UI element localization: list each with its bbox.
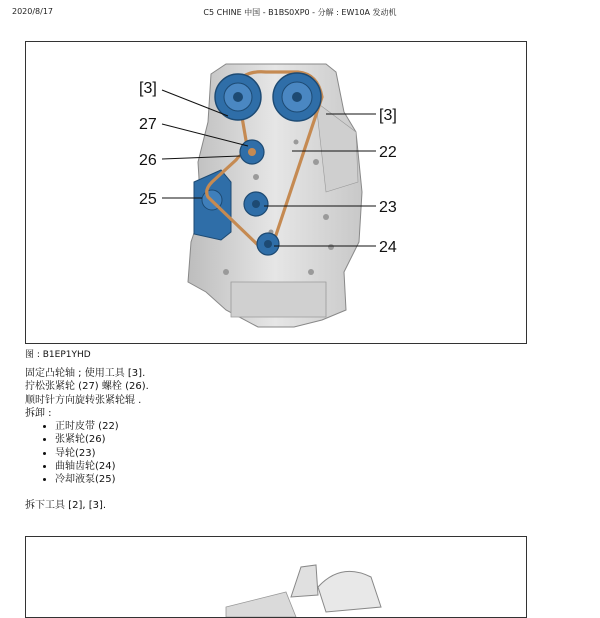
removal-list: [25, 420, 149, 486]
step-remove-heading: 拆卸 :: [25, 407, 52, 419]
label-tool-3-right: [3]: [379, 107, 397, 124]
figure-caption: 图 : B1EP1YHD: [25, 350, 91, 360]
crankshaft-pulley: [257, 233, 279, 255]
label-25: 25: [139, 191, 157, 208]
list-item: • 冷却液泵(25): [55, 473, 149, 486]
figure-second: [25, 536, 527, 618]
step-rotate-roller: 顺时针方向旋转张紧轮辊 .: [25, 394, 142, 406]
step-fix-camshaft: 固定凸轮轴 ; 使用工具 [3].: [25, 368, 146, 379]
list-item: • 正时皮带 (22): [55, 420, 149, 433]
second-illustration: [26, 537, 526, 617]
label-26: 26: [139, 152, 157, 169]
idler-pulley: [244, 192, 268, 216]
step-loosen-tensioner: 拧松张紧轮 (27) 螺栓 (26).: [25, 381, 149, 393]
list-item: • 曲轴齿轮(24): [55, 460, 149, 473]
step-remove-tools: 拆下工具 [2], [3].: [25, 500, 107, 511]
instructions: [25, 367, 149, 487]
label-tool-3-left: [3]: [139, 80, 157, 97]
tensioner-pulley: [240, 140, 264, 164]
label-23: 23: [379, 199, 397, 216]
list-item: • 张紧轮(26): [55, 433, 149, 446]
label-22: 22: [379, 144, 397, 161]
header-title: C5 CHINE 中国 - B1BS0XP0 - 分解 : EW10A 发动机: [203, 8, 397, 17]
engine-illustration: [26, 42, 526, 343]
header-date: 2020/8/17: [12, 7, 54, 16]
camshaft-pulley-right: [273, 73, 321, 121]
list-item: • 导轮(23): [55, 447, 149, 460]
page-header: [0, 7, 600, 21]
figure-timing-belt: [25, 41, 527, 344]
label-27: 27: [139, 116, 157, 133]
label-24: 24: [379, 239, 397, 256]
